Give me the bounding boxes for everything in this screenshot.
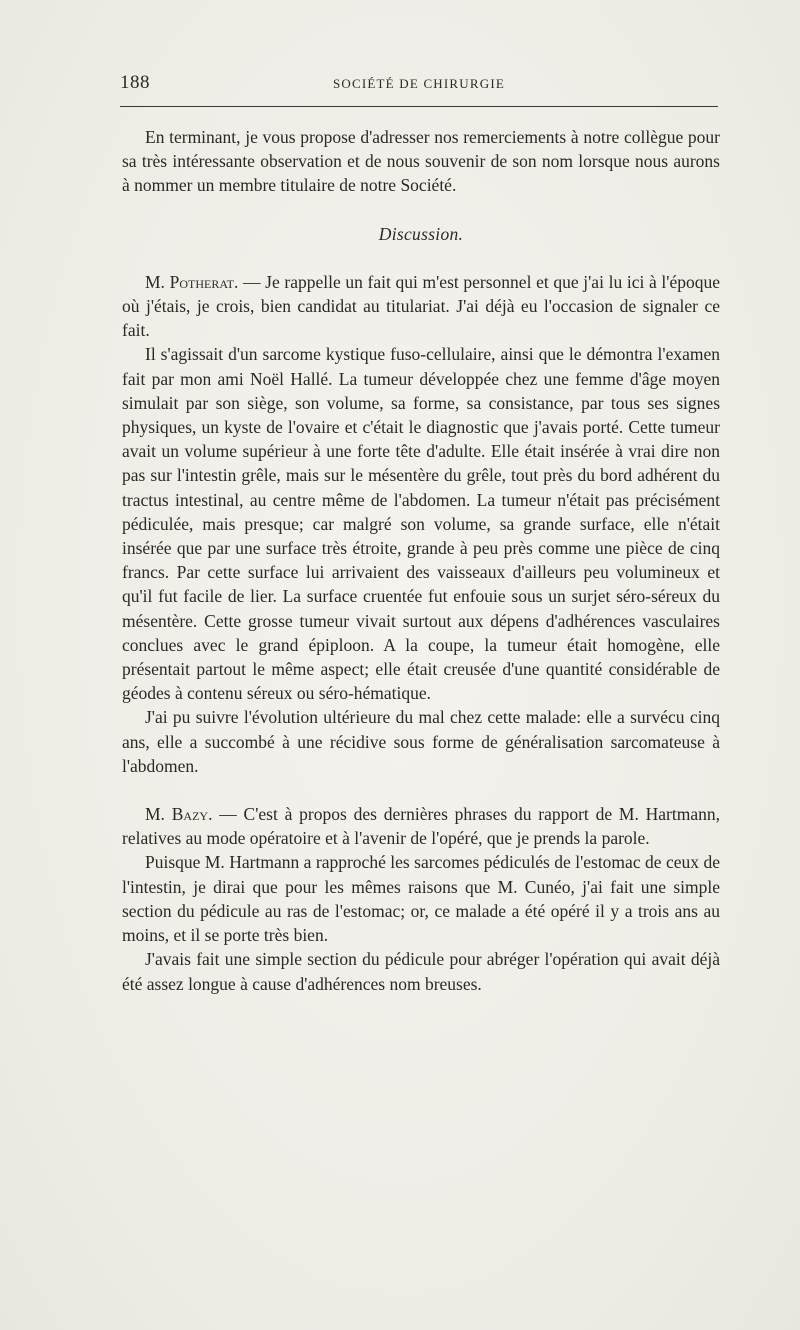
paragraph-gap <box>122 778 720 802</box>
header-rule <box>120 106 718 107</box>
bazy-paragraph-1 <box>122 802 720 850</box>
bazy-text-1: — C'est à propos des dernières phrases du rapport de M. Hartmann, relatives au mode opératoire et à l'avenir de l'opéré, que je prends la parole. <box>122 804 720 849</box>
potherat-paragraph-3: J'ai pu suivre l'évolution ultérieure du mal chez cette malade: elle a survécu cinq ans, elle a succombé à une récidive sous forme de généralisation sarcomateuse à l'abdomen. <box>122 707 720 776</box>
body-text <box>122 125 720 996</box>
running-head <box>120 72 718 98</box>
closing-paragraph: En terminant, je vous propose d'adresser nos remerciements à notre collègue pour sa très intéressante observation et de nous souvenir de son nom lorsque nous aurons à nommer un membre titulaire de notre Société. <box>122 127 720 196</box>
journal-title: SOCIÉTÉ DE CHIRURGIE <box>332 76 506 91</box>
speaker-bazy: M. Bazy. <box>145 804 213 825</box>
potherat-paragraph-2: Il s'agissait d'un sarcome kystique fuso-cellulaire, ainsi que le démontra l'examen fait par mon ami Noël Hallé. La tumeur développée chez une femme d'âge moyen simulait par son siège, son volume, sa forme, sa consistance, par tous ses signes physiques, un kyste de l'ovaire et c'était le diagnostic que j'avais porté. Cette tumeur avait un volume supérieur à une forte tête d'adulte. Elle était insérée à vrai dire non pas sur l'intestin grêle, mais sur le mésentère du grêle, tout près du bord adhérent du tractus intestinal, au centre même de l'abdomen. La tumeur n'était pas précisément pédiculée, mais presque; car malgré son volume, sa grande surface, elle n'était insérée que par une surface très étroite, grande à peu près comme une pièce de cinq francs. Par cette surface lui arrivaient des vaisseaux d'ailleurs peu volumineux et qu'il fut facile de lier. La surface cruentée fut enfouie sous un surjet séro-séreux du mésentère. Cette grosse tumeur vivait surtout aux dépens d'adhérences vasculaires conclues avec le grand épiploon. A la coupe, la tumeur était homogène, elle présentait partout le même aspect; elle était creusée d'une quantité considérable de géodes à contenu séreux ou séro-hématique. <box>122 344 720 704</box>
potherat-text-1: — Je rappelle un fait qui m'est personnel et que j'ai lu ici à l'époque où j'étais, je crois, bien candidat au titulariat. J'ai déjà eu l'occasion de signaler ce fait. <box>122 271 720 341</box>
page-number: 188 <box>120 72 150 93</box>
potherat-paragraph-1 <box>122 270 720 343</box>
bazy-paragraph-3: J'avais fait une simple section du pédicule pour abréger l'opération qui avait déjà été assez longue à cause d'adhérences nom breuses. <box>122 949 720 994</box>
bazy-paragraph-2: Puisque M. Hartmann a rapproché les sarcomes pédiculés de l'estomac de ceux de l'intestin, je dirai que pour les mêmes raisons que M. Cunéo, j'ai fait une simple section du pédicule au ras de l'estomac; or, ce malade a été opéré il y a trois ans au moins, et il se porte très bien. <box>122 852 720 946</box>
discussion-heading: Discussion. <box>378 223 464 244</box>
speaker-potherat: M. Potherat. <box>145 271 239 292</box>
